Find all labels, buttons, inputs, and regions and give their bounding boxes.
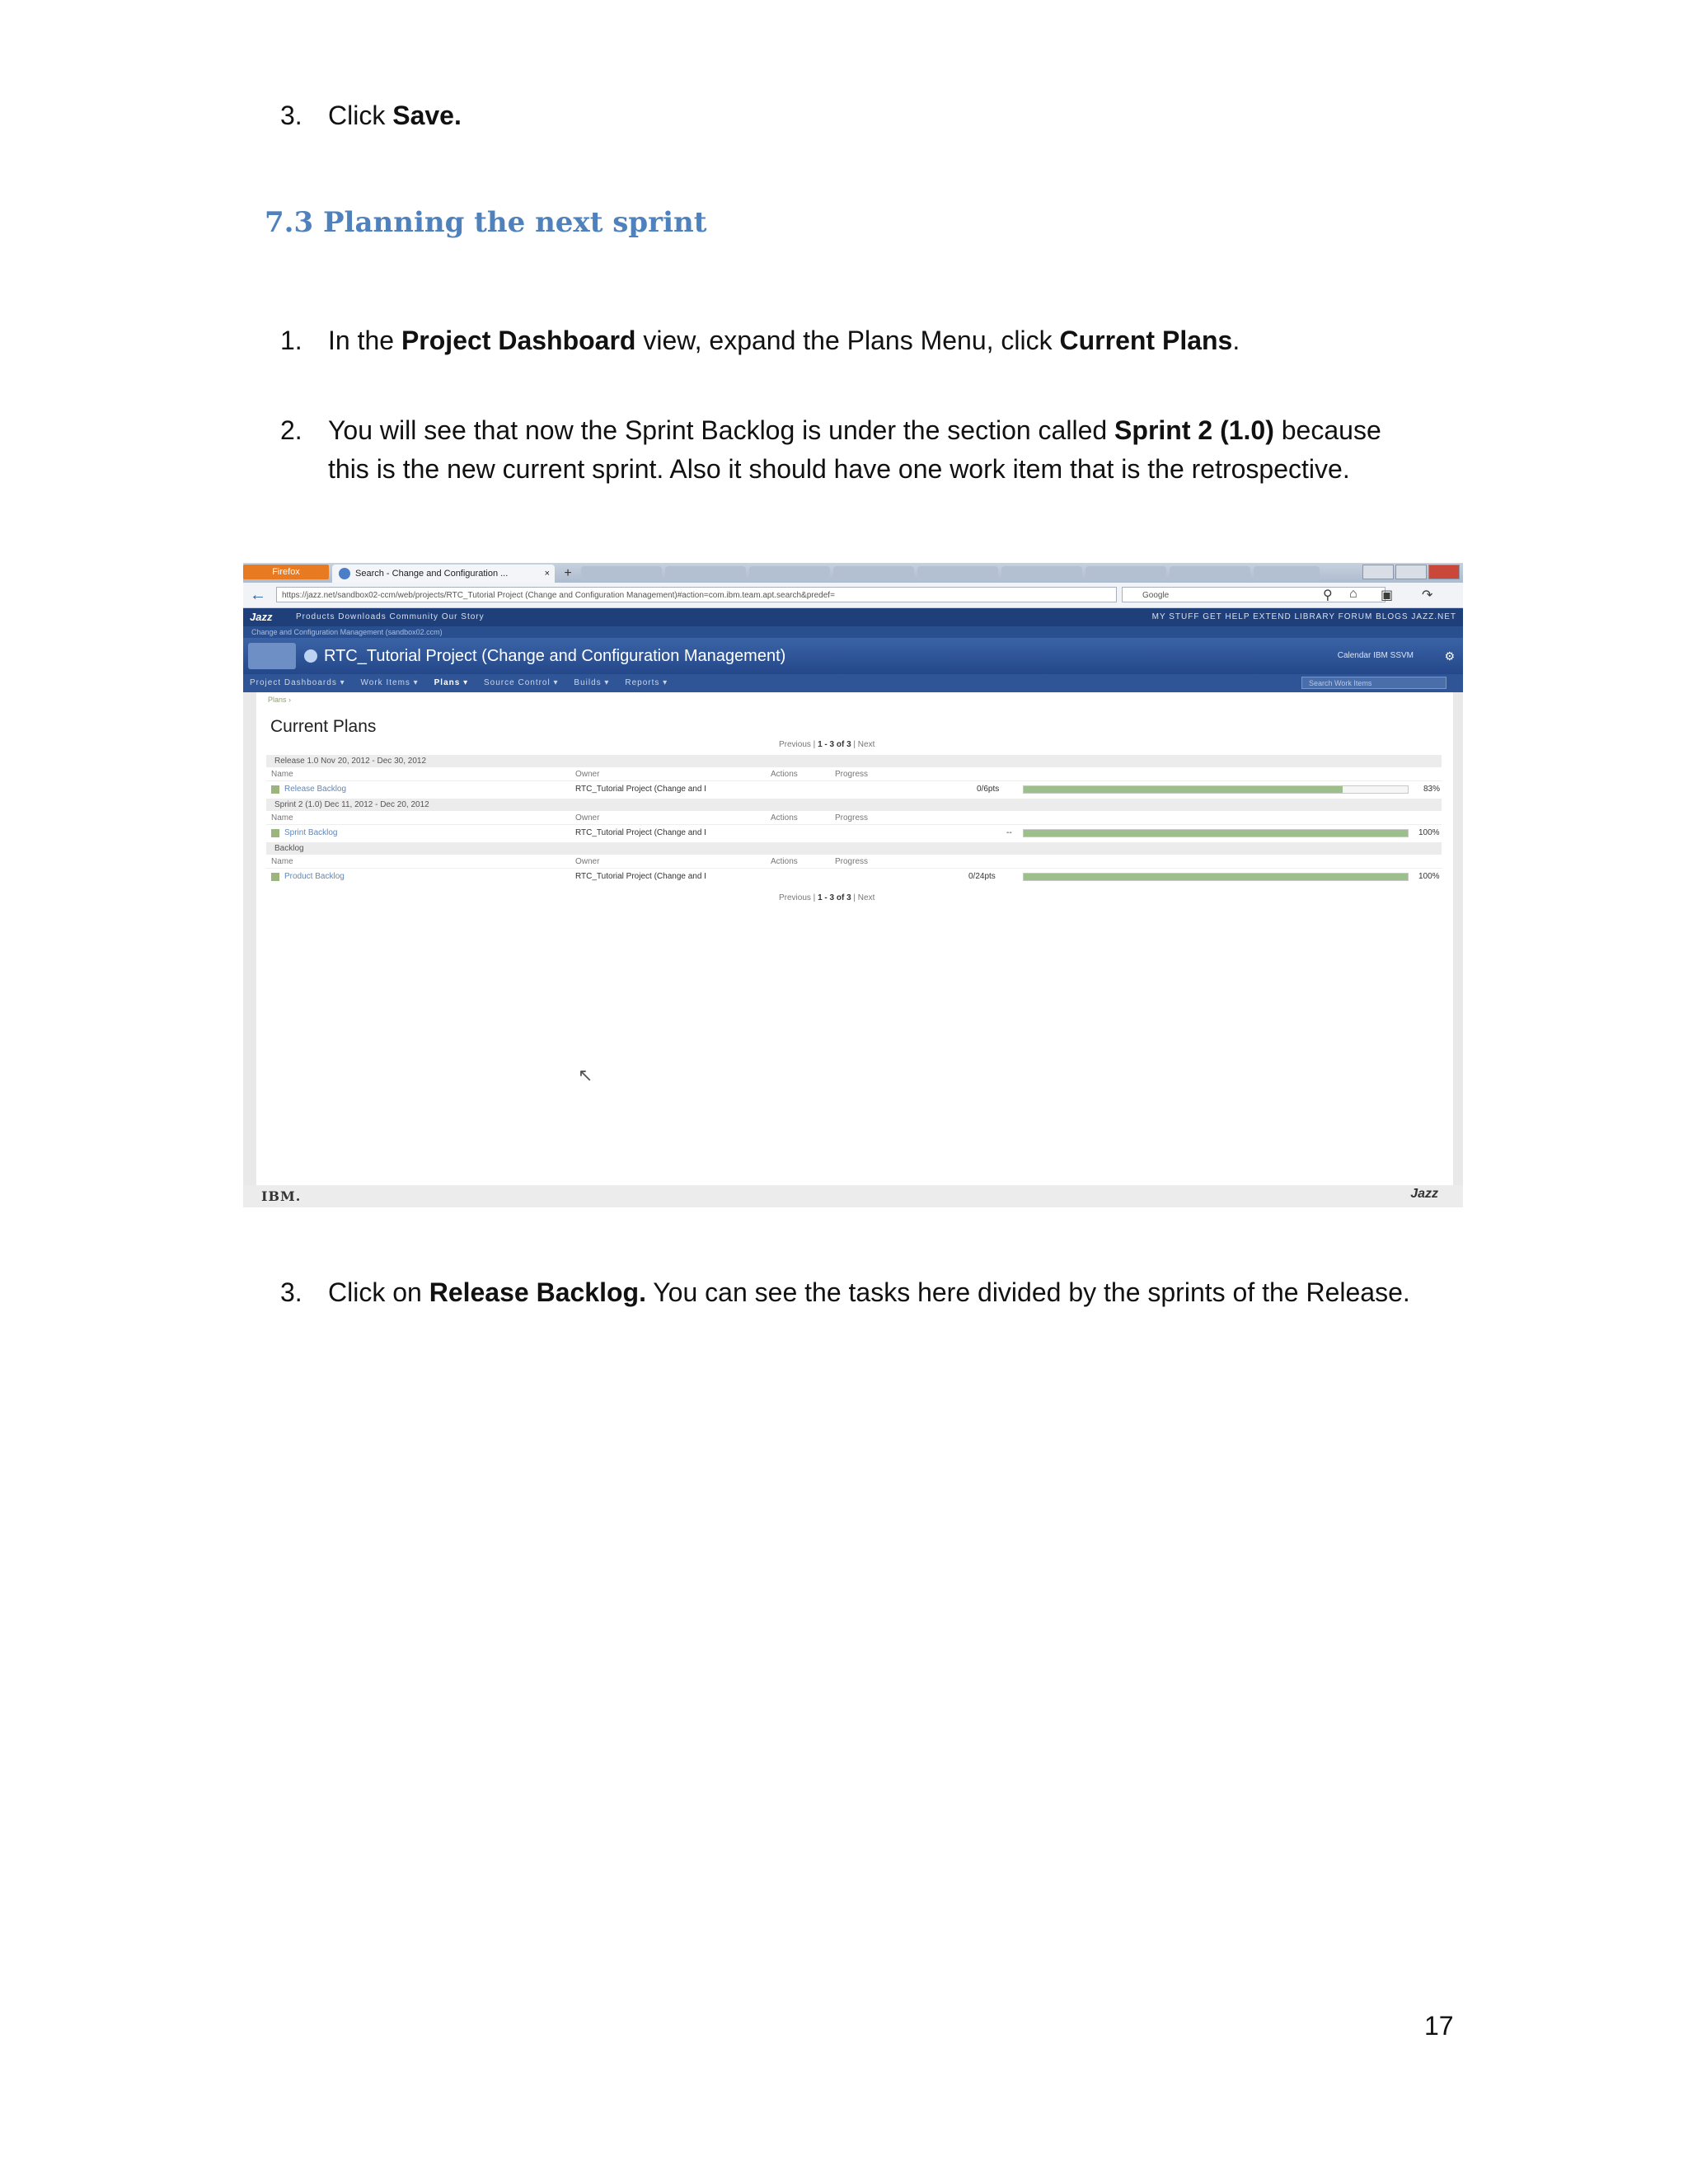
page-number: 17 [1424,2011,1454,2041]
step-text-line-1: You will see that now the Sprint Backlog is under the section called Sprint 2 (1.0) because [328,415,1381,445]
plans-content [256,692,1453,1185]
table-header [266,769,1442,781]
footer-bar [243,1185,1463,1207]
jazz-subheader: Change and Configuration Management (sandbox02.ccm) [243,626,1463,638]
browser-tab[interactable] [665,566,746,581]
tab-favicon-icon [339,568,350,579]
work-item-search-input[interactable]: Search Work Items [1301,677,1447,689]
plan-points: -- [1006,828,1012,837]
plan-percent: 100% [1418,872,1440,881]
table-row [266,783,1442,796]
plan-icon [271,873,279,881]
menu-item-builds[interactable]: Builds ▾ [574,678,610,687]
new-tab-button[interactable]: + [564,566,572,580]
pager-previous[interactable]: Previous [779,740,811,749]
browser-tab[interactable] [1170,566,1250,581]
maximize-icon[interactable] [1395,565,1427,579]
project-title: RTC_Tutorial Project (Change and Configuration Management) [324,647,786,665]
browser-tab[interactable] [1085,566,1166,581]
progress-bar [1023,829,1409,837]
menu-item-project-dashboards[interactable]: Project Dashboards ▾ [250,678,345,687]
col-owner: Owner [575,770,600,779]
col-name: Name [271,857,293,866]
plan-link[interactable]: Product Backlog [284,872,345,881]
step-text: Click on Release Backlog. You can see the tasks here divided by the sprints of the Release. [328,1277,1410,1307]
pager-next[interactable]: Next [857,740,875,749]
project-home-icon[interactable] [248,643,296,669]
window-controls [1362,565,1461,579]
jazz-logo[interactable]: Jazz [250,611,273,623]
browser-tab[interactable] [1001,566,1082,581]
col-progress: Progress [835,813,869,823]
plan-icon [271,785,279,794]
col-actions: Actions [771,857,798,866]
plan-owner[interactable]: RTC_Tutorial Project (Change and I [575,785,706,794]
progress-fill [1024,874,1408,880]
progress-fill [1024,786,1343,793]
browser-tab[interactable] [833,566,914,581]
table-header [266,856,1442,869]
firefox-menu-button[interactable]: Firefox [243,565,329,579]
bookmarks-icon[interactable]: ▣ [1381,588,1394,602]
browser-tab[interactable] [1254,566,1320,581]
breadcrumb[interactable]: Plans › [268,696,292,704]
progress-bar [1023,785,1409,794]
browser-tab-bar [243,563,1463,583]
plan-owner[interactable]: RTC_Tutorial Project (Change and I [575,872,706,881]
plan-points: 0/24pts [968,872,996,881]
browser-tab[interactable] [917,566,998,581]
menu-item-plans[interactable]: Plans ▾ [434,678,469,687]
close-icon[interactable]: × [544,569,550,579]
pager-previous[interactable]: Previous [779,893,811,902]
project-status-icon [304,649,317,663]
col-name: Name [271,813,293,823]
pager-range: 1 - 3 of 3 [818,740,851,749]
jazz-header [243,608,1463,626]
step-number: 3. [280,1277,302,1307]
project-menu-bar [243,674,1463,692]
step-number: 1. [280,326,302,355]
back-arrow-icon[interactable]: ← [250,586,266,604]
tab-title: Search - Change and Configuration ... [355,569,509,579]
browser-search-input[interactable]: Google [1122,587,1386,602]
step-number: 2. [280,415,302,445]
page-title: Current Plans [270,717,377,736]
col-name: Name [271,770,293,779]
ibm-logo: IBM. [261,1188,302,1204]
mouse-cursor-icon: ↖ [578,1065,593,1085]
menu-items [250,674,668,692]
window-close-icon[interactable] [1428,565,1460,579]
plan-section-release[interactable]: Release 1.0 Nov 20, 2012 - Dec 30, 2012 [266,755,1442,767]
col-actions: Actions [771,813,798,823]
progress-bar [1023,873,1409,881]
menu-item-work-items[interactable]: Work Items ▾ [360,678,419,687]
plan-icon [271,829,279,837]
menu-item-source-control[interactable]: Source Control ▾ [484,678,559,687]
step-number: 3. [280,101,302,130]
col-progress: Progress [835,770,869,779]
step-text-line-2: this is the new current sprint. Also it should have one work item that is the retrospective. [328,454,1350,484]
pager-range: 1 - 3 of 3 [818,893,851,902]
browser-navbar [243,583,1463,608]
project-user[interactable]: Calendar IBM SSVM [1337,651,1414,660]
browser-tab[interactable] [749,566,830,581]
col-actions: Actions [771,770,798,779]
settings-icon[interactable]: ⚙ [1444,649,1455,663]
plan-link[interactable]: Release Backlog [284,785,347,794]
jazz-nav-links[interactable]: Products Downloads Community Our Story [296,612,485,621]
minimize-icon[interactable] [1362,565,1394,579]
pager-top: Previous | 1 - 3 of 3 | Next [779,740,875,749]
plan-percent: 83% [1423,785,1441,794]
section-heading: 7.3 Planning the next sprint [265,206,707,239]
plan-percent: 100% [1418,828,1440,837]
table-row [266,827,1442,840]
browser-tab[interactable] [581,566,662,581]
table-header [266,813,1442,825]
search-icon[interactable]: ⚲ [1323,588,1333,602]
jazz-footer-logo: Jazz [1410,1187,1438,1201]
jazz-right-links[interactable]: MY STUFF GET HELP EXTEND LIBRARY FORUM BLOGS JAZZ.NET [1151,612,1456,621]
table-row [266,870,1442,883]
rtc-screenshot [243,563,1463,1207]
plan-link[interactable]: Sprint Backlog [284,828,338,837]
step-text: Click Save. [328,101,462,130]
plan-owner[interactable]: RTC_Tutorial Project (Change and I [575,828,706,837]
url-bar[interactable]: https://jazz.net/sandbox02-ccm/web/projects/RTC_Tutorial Project (Change and Configuration Management)#action=com.ibm.team.apt.search&predef= [276,587,1117,602]
browser-tab-active[interactable] [332,565,555,583]
step-text: In the Project Dashboard view, expand the Plans Menu, click Current Plans. [328,326,1240,355]
pager-bottom: Previous | 1 - 3 of 3 | Next [779,893,875,902]
col-progress: Progress [835,857,869,866]
home-icon[interactable]: ⌂ [1349,587,1357,601]
col-owner: Owner [575,813,600,823]
col-owner: Owner [575,857,600,866]
menu-item-reports[interactable]: Reports ▾ [625,678,668,687]
plan-section-sprint[interactable]: Sprint 2 (1.0) Dec 11, 2012 - Dec 20, 2012 [266,799,1442,811]
downloads-icon[interactable]: ↷ [1422,588,1433,602]
progress-fill [1024,830,1408,837]
plan-section-backlog[interactable]: Backlog [266,842,1442,855]
plan-points: 0/6pts [977,785,1000,794]
pager-next[interactable]: Next [857,893,875,902]
project-bar [243,638,1463,674]
